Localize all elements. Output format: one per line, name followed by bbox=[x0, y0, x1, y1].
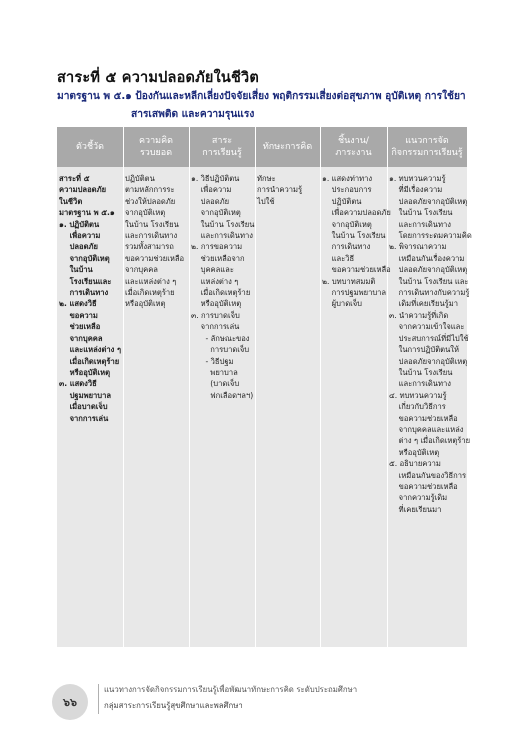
footer-book-title: แนวทางการจัดกิจกรรมการเรียนรู้เพื่อพัฒนาทักษะการคิด ระดับประถมศึกษา bbox=[104, 685, 358, 694]
cell-task: ๑. แสดงท่าทาง ประกอบการ ปฏิบัติตน เพื่อความปลอดภัย จากอุบัติเหตุ ในบ้าน โรงเรียน การเดินทาง และวิธี ขอความช่วยเหลือ ๒. บทบาทสมมติ การปฐมพยาบาล ผู้บาดเจ็บ bbox=[322, 174, 391, 309]
cell-activity: ๑. ทบทวนความรู้ ที่มีเรื่องความ ปลอดภัยจากอุบัติเหตุ ในบ้าน โรงเรียน และการเดินทาง โดยการระดมความคิด ๒. พิจารณาความ เหมือนกันเรื่องความ ปลอดภัยจากอุบัติเหตุ ในบ้าน โรงเรียน และ การเดินทางกับความรู้ เดิมที่เคยเรียนรู้มา ๓. นำความรู้ที่เกิด จากความเข้าใจและ ประสบการณ์ที่มีไปใช้ ในการปฏิบัติตนให้ ปลอดภัยจากอุบัติเหตุ ในบ้าน โรงเรียน และการเดินทาง ๔. ทบทวนความรู้ เกี่ยวกับวิธีการ ขอความช่วยเหลือ จากบุคคลและแหล่ง ต่าง ๆ เมื่อเกิดเหตุร้าย หรืออุบัติเหตุ ๕. อธิบายความ เหมือนกันของวิธีการ ขอความช่วยเหลือ จากความรู้เดิม ที่เคยเรียนมา bbox=[389, 174, 472, 514]
header-indicator: ตัวชี้วัด bbox=[76, 142, 104, 152]
standard-line-1: มาตรฐาน พ ๕.๑ ป้องกันและหลีกเลี่ยงปัจจัยเสี่ยง พฤติกรรมเสี่ยงต่อสุขภาพ อุบัติเหตุ การใช้ยา bbox=[57, 91, 466, 102]
cell-concept: ปฏิบัติตน ตามหลักการระ ช่วงให้ปลอดภัย จากอุบัติเหตุ ในบ้าน โรงเรียน และการเดินทาง รวมทั้งสามารถ ขอความช่วยเหลือ จากบุคคล และแหล่งต่าง ๆ เมื่อเกิดเหตุร้าย หรืออุบัติเหตุ bbox=[125, 174, 185, 309]
footer-divider bbox=[98, 684, 99, 714]
cell-thinking-skill: ทักษะ การนำความรู้ ไปใช้ bbox=[257, 174, 303, 206]
cell-indicator: สาระที่ ๕ ความปลอดภัย ในชีวิต มาตรฐาน พ ๕.๑ ๑. ปฏิบัติตน เพื่อความ ปลอดภัย จากอุบัติเหตุ ในบ้าน โรงเรียนและ การเดินทาง ๒. แสดงวิธี ขอความ ช่วยเหลือ จากบุคคล และแหล่งต่าง ๆ เมื่อเกิดเหตุร้าย หรืออุบัติเหตุ ๓. แสดงวิธี ปฐมพยาบาล เมื่อบาดเจ็บ จากการเล่น bbox=[59, 174, 122, 423]
header-activity: แนวการจัด กิจกรรมการเรียนรู้ bbox=[391, 136, 463, 158]
header-task: ชิ้นงาน/ ภาระงาน bbox=[335, 136, 372, 158]
page-number: ๖๖ bbox=[52, 684, 88, 720]
header-concept: ความคิด รวบยอด bbox=[139, 136, 173, 158]
header-content: สาระ การเรียนรู้ bbox=[202, 136, 242, 158]
header-thinking-skill: ทักษะการคิด bbox=[262, 142, 313, 152]
page-title: สาระที่ ๕ ความปลอดภัยในชีวิต bbox=[57, 70, 259, 86]
cell-content: ๑. วิธีปฏิบัติตน เพื่อความ ปลอดภัย จากอุบัติเหตุ ในบ้าน โรงเรียน และการเดินทาง ๒. การขอความ ช่วยเหลือจาก บุคคลและ แหล่งต่าง ๆ เมื่อเกิดเหตุร้าย หรืออุบัติเหตุ ๓. การบาดเจ็บ จากการเล่น - ลักษณะของ การบาดเจ็บ - วิธีปฐม พยาบาล (บาดเจ็บ ฟกเลือดฯลฯ) bbox=[191, 174, 255, 400]
footer-subject: กลุ่มสาระการเรียนรู้สุขศึกษาและพลศึกษา bbox=[104, 701, 243, 710]
learning-table bbox=[57, 127, 472, 647]
standard-line-2: สารเสพติด และความรุนแรง bbox=[131, 109, 255, 120]
